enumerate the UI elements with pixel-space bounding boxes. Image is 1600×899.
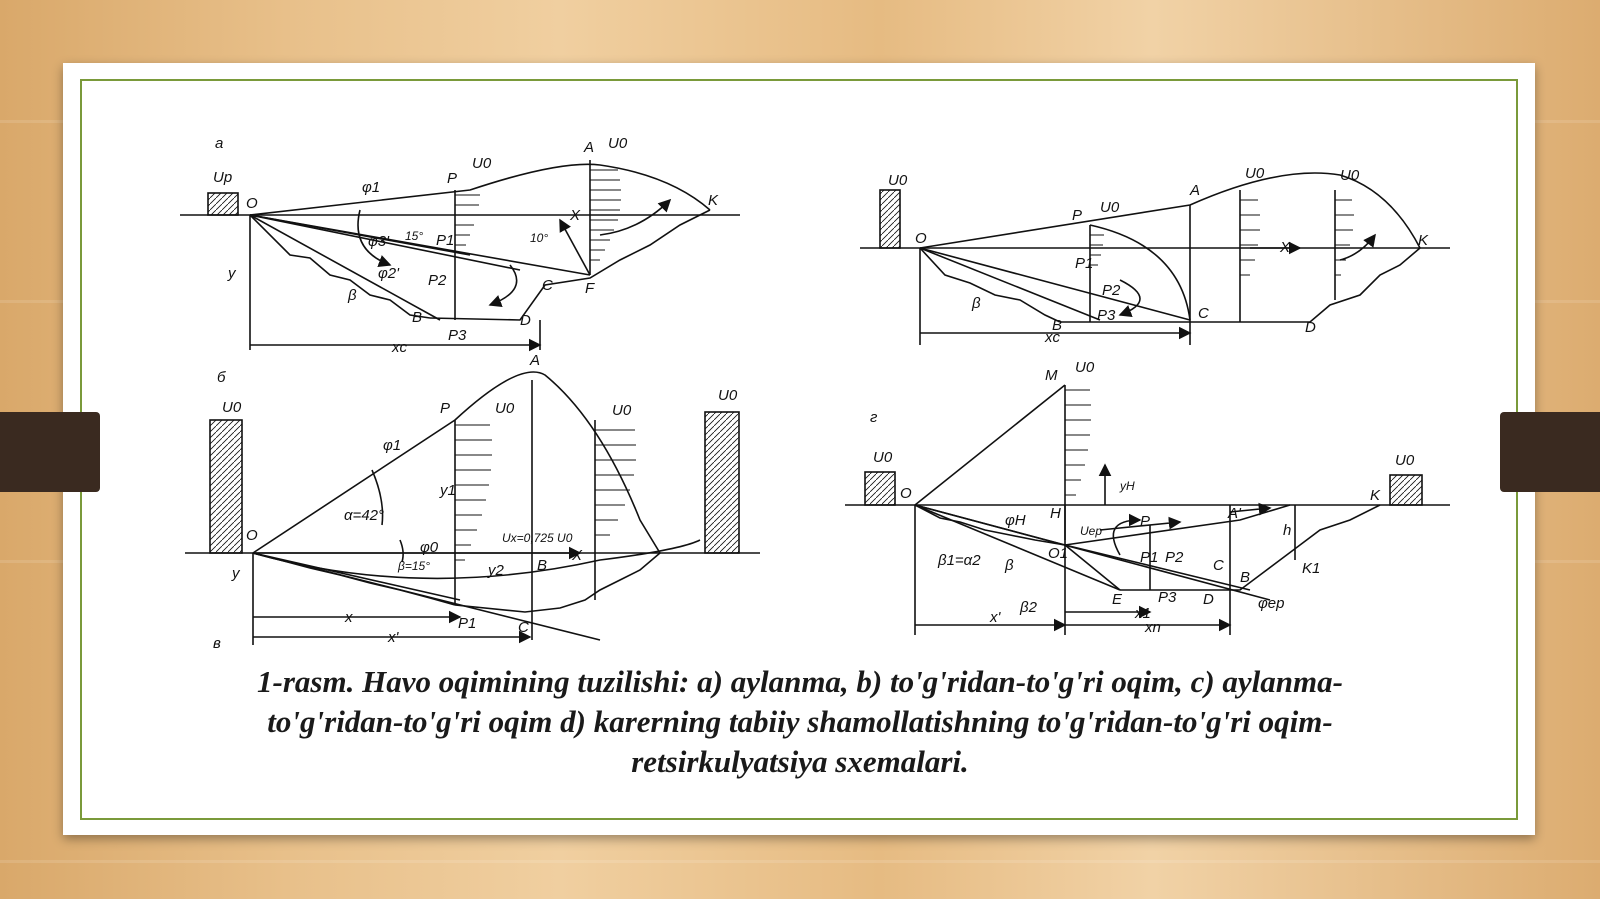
label-beta: β xyxy=(1005,557,1014,574)
panel-c xyxy=(860,173,1450,345)
label-c: C xyxy=(1198,305,1209,322)
label-angle-10: 10° xyxy=(530,231,549,245)
label-phi1: φ1 xyxy=(383,437,402,454)
panel-d xyxy=(845,385,1450,635)
label-p1: P1 xyxy=(1075,255,1094,272)
label-o: O xyxy=(246,527,258,544)
panel-b xyxy=(185,372,760,645)
label-phi0: φ0 xyxy=(420,539,439,556)
label-o: O xyxy=(915,230,927,247)
label-a: A xyxy=(584,139,595,156)
label-u0: U0 xyxy=(1340,167,1360,184)
label-phi-h: φH xyxy=(1005,512,1026,529)
label-p1: P1 xyxy=(1140,549,1159,566)
label-a: A xyxy=(530,352,541,369)
label-alpha: α=42° xyxy=(344,507,384,524)
label-x: X xyxy=(572,547,583,564)
label-y: y xyxy=(232,565,240,582)
label-e: E xyxy=(1112,591,1123,608)
label-p3: P3 xyxy=(448,327,467,344)
figure-caption: 1-rasm. Havo oqimining tuzilishi: a) aylanma, b) to'g'ridan-to'g'ri oqim, c) aylanma-to'g'ridan-to'g'ri oqim d) karerning tabiiy shamollatishning to'g'ridan-to'g'ri oqim-retsirkulyatsiya sxemalari. xyxy=(257,664,1343,779)
label-u0: U0 xyxy=(608,135,628,152)
label-ux: Ux=0,725 U0 xyxy=(502,531,573,545)
label-u0: U0 xyxy=(612,402,632,419)
label-up: Up xyxy=(213,169,233,186)
label-m: M xyxy=(1045,367,1058,384)
label-b: B xyxy=(1240,569,1251,586)
label-p3: P3 xyxy=(1158,589,1177,606)
label-u0: U0 xyxy=(495,400,515,417)
label-h: H xyxy=(1050,505,1061,522)
label-u0: U0 xyxy=(222,399,242,416)
label-phi2: φ2' xyxy=(378,265,399,282)
label-beta1: β1=α2 xyxy=(938,552,981,569)
label-u0: U0 xyxy=(1100,199,1120,216)
label-u0: U0 xyxy=(718,387,738,404)
label-beta: β xyxy=(972,295,981,312)
label-c: C xyxy=(1213,557,1224,574)
label-p2: P2 xyxy=(1102,282,1121,299)
label-p: P xyxy=(1140,513,1151,530)
label-u0: U0 xyxy=(1075,359,1095,376)
label-d: D xyxy=(520,312,531,329)
label-u0: U0 xyxy=(888,172,908,189)
label-b: B xyxy=(1052,317,1063,334)
label-k: K xyxy=(1418,232,1429,249)
label-p3: P3 xyxy=(1097,307,1116,324)
panel-a xyxy=(180,160,740,350)
label-x: x xyxy=(345,609,353,626)
label-xc: xc xyxy=(1045,329,1060,346)
label-u0: U0 xyxy=(873,449,893,466)
label-x-prime: x' xyxy=(388,629,399,646)
label-k1: K1 xyxy=(1302,560,1321,577)
panel-a-letter: a xyxy=(215,135,224,152)
label-x1: x1 xyxy=(1135,605,1151,622)
label-a: A xyxy=(1190,182,1201,199)
label-d: D xyxy=(1305,319,1316,336)
label-a-prime: A' xyxy=(1228,505,1241,522)
label-p2: P2 xyxy=(428,272,447,289)
label-p: P xyxy=(440,400,451,417)
label-p: P xyxy=(1072,207,1083,224)
label-p2: P2 xyxy=(1165,549,1184,566)
label-phi3: φ3' xyxy=(368,233,389,250)
label-b: B xyxy=(412,309,423,326)
panel-b-letter: б xyxy=(217,369,226,386)
label-o: O xyxy=(900,485,912,502)
panel-v-letter: в xyxy=(213,635,221,652)
label-u0: U0 xyxy=(1395,452,1415,469)
label-phi1: φ1 xyxy=(362,179,381,196)
label-p1: P1 xyxy=(436,232,455,249)
label-xn: xn xyxy=(1145,619,1161,636)
label-c: C xyxy=(542,277,553,294)
label-k: K xyxy=(1370,487,1381,504)
label-y2: y2 xyxy=(488,562,504,579)
panel-d-letter: г xyxy=(870,409,878,426)
label-y1: y1 xyxy=(440,482,456,499)
label-o: O xyxy=(246,195,258,212)
label-p: P xyxy=(447,170,458,187)
label-u0: U0 xyxy=(1245,165,1265,182)
label-y: y xyxy=(228,265,236,282)
label-f: F xyxy=(585,280,595,297)
label-beta: β=15° xyxy=(398,559,431,573)
label-o1: O1 xyxy=(1048,545,1069,562)
label-c: C xyxy=(518,619,529,636)
label-beta: β xyxy=(348,287,357,304)
label-p1: P1 xyxy=(458,615,477,632)
label-h-small: h xyxy=(1283,522,1292,539)
label-angle-15: 15° xyxy=(405,229,424,243)
label-xc: xc xyxy=(392,339,407,356)
label-d: D xyxy=(1203,591,1214,608)
label-k: K xyxy=(708,192,719,209)
label-u-ep: Uep xyxy=(1080,524,1103,538)
label-phi-ep: φep xyxy=(1258,595,1285,612)
label-b: B xyxy=(537,557,548,574)
label-yh: yH xyxy=(1120,479,1135,493)
label-x: X xyxy=(570,207,581,224)
label-x: X xyxy=(1280,239,1291,256)
label-beta2: β2 xyxy=(1020,599,1037,616)
label-x-prime: x' xyxy=(990,609,1001,626)
label-u0: U0 xyxy=(472,155,492,172)
